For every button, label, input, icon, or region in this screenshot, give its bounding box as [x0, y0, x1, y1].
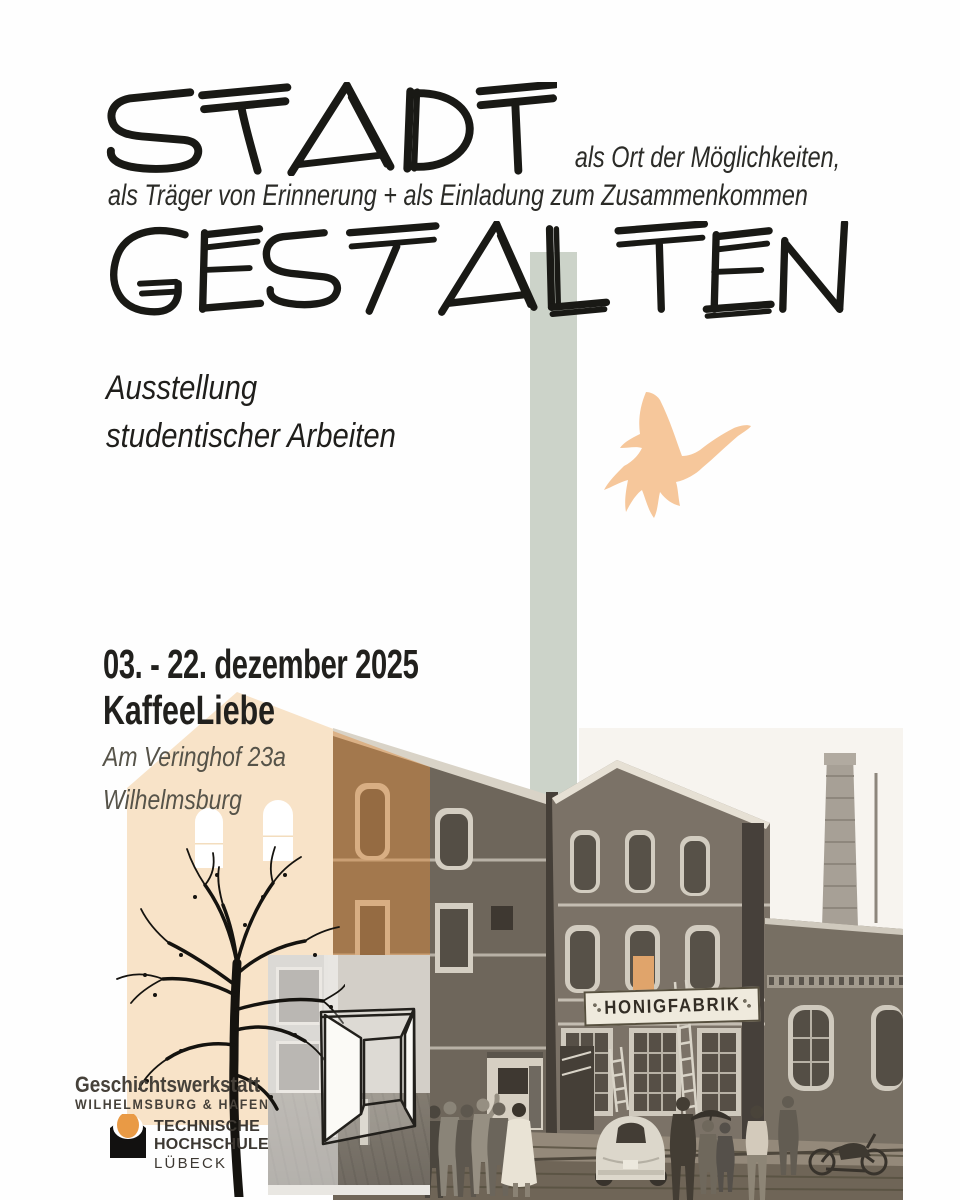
entrance-stairs-shape	[560, 1046, 594, 1130]
th-line1: TECHNISCHE	[154, 1118, 261, 1135]
flying-goose-icon	[602, 390, 752, 525]
th-luebeck-logo-icon	[108, 1114, 148, 1160]
chimney-shape	[822, 753, 858, 928]
tagline-line2: als Träger von Erinnerung + als Einladung zum Zusammenkommen	[108, 179, 808, 212]
th-luebeck-logo-text	[154, 1118, 269, 1172]
sign-flourish	[742, 998, 752, 1010]
history-workshop-subtitle: WILHELMSBURG & HAFEN	[75, 1097, 270, 1112]
event-dates: 03. - 22. dezember 2025	[103, 641, 419, 687]
peach-tint-overlay	[333, 729, 430, 958]
sage-stripe-shape	[530, 252, 577, 798]
sign-flourish	[592, 1002, 602, 1014]
open-gate-drawing	[317, 1004, 423, 1150]
th-line2: HOCHSCHULE	[154, 1136, 269, 1154]
exhibition-subtitle: Ausstellung studentischer Arbeiten	[106, 369, 396, 456]
th-line3: LÜBECK	[154, 1154, 228, 1172]
page-title	[0, 21, 1, 22]
event-venue: KaffeeLiebe	[103, 687, 275, 733]
factory-sign: HONIGFABRIK	[584, 987, 761, 1027]
headline-word-gestalten-drawing	[100, 221, 858, 319]
history-workshop-name: Geschichtswerkstatt	[75, 1072, 261, 1097]
event-address: Am Veringhof 23a Wilhelmsburg	[103, 741, 286, 815]
tagline-line1: als Ort der Möglichkeiten,	[574, 141, 840, 174]
